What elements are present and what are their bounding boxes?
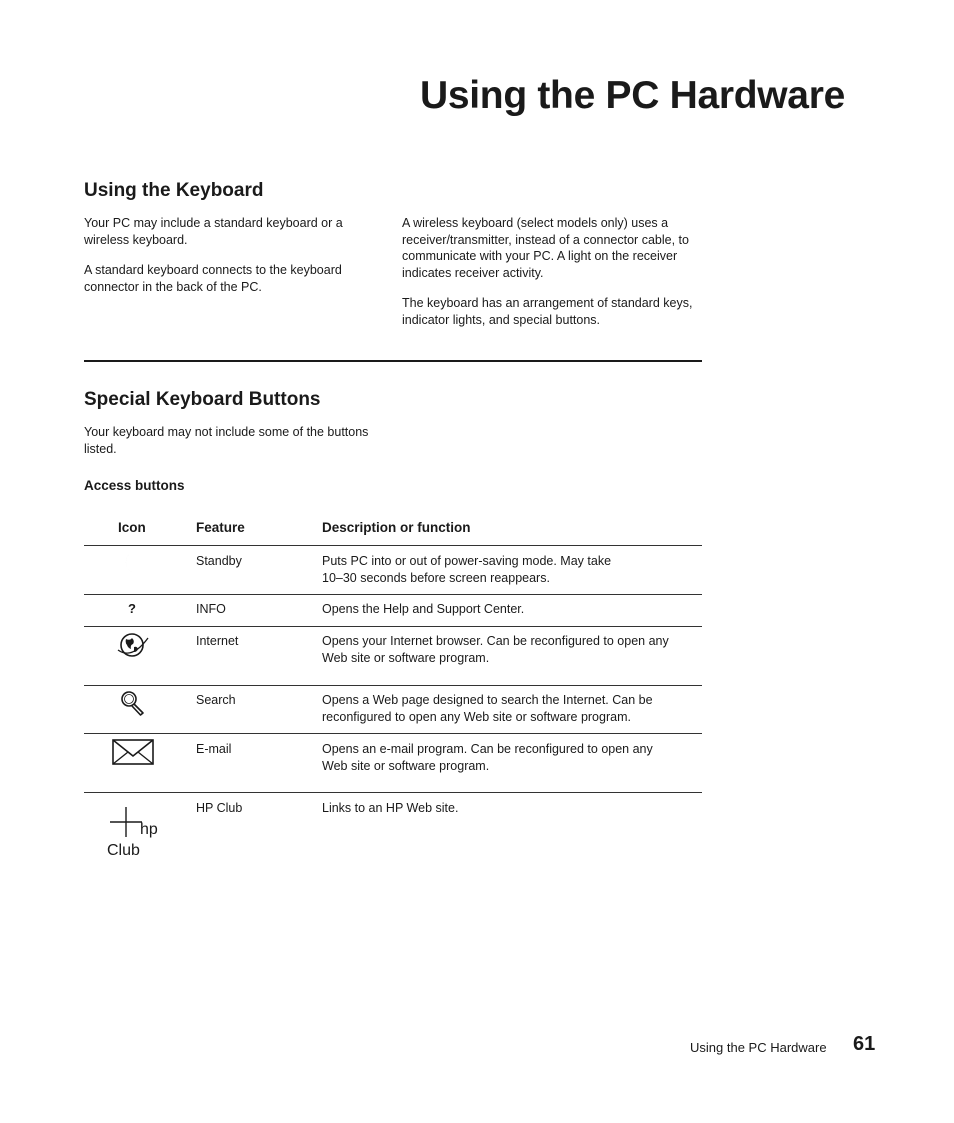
keyboard-paragraph-2: A standard keyboard connects to the keyboard connector in the back of the PC. — [84, 263, 342, 294]
section-heading-keyboard: Using the Keyboard — [84, 180, 264, 201]
hp-club-icon-label-hp: hp — [140, 821, 158, 838]
description-info: Opens the Help and Support Center. — [322, 602, 525, 616]
keyboard-paragraph-4: The keyboard has an arrangement of standard keys, indicator lights, and special buttons. — [402, 296, 693, 327]
feature-email: E-mail — [196, 742, 232, 756]
table-header-icon: Icon — [118, 520, 146, 535]
keyboard-paragraph-3: A wireless keyboard (select models only) uses a receiver/transmitter, instead of a connector cable, to communicate with your PC. A light on the receiver indicates receiver activity. — [402, 216, 689, 280]
section-divider — [84, 360, 702, 362]
globe-icon — [116, 630, 150, 664]
description-line: Puts PC into or out of power-saving mode. May take — [322, 554, 612, 568]
description-line: 10–30 seconds before screen reappears. — [322, 570, 550, 585]
description-line: Opens an e-mail program. Can be reconfigured to open any — [322, 742, 653, 756]
description-line: Web site or software program. — [322, 650, 490, 665]
keyboard-paragraph-1: Your PC may include a standard keyboard or a wireless keyboard. — [84, 216, 343, 247]
page-number: 61 — [853, 1033, 876, 1055]
table-row-divider — [84, 626, 702, 627]
page-title: Using the PC Hardware — [420, 74, 845, 117]
feature-standby: Standby — [196, 554, 242, 568]
description-line: reconfigured to open any Web site or software program. — [322, 709, 631, 724]
description-hp-club: Links to an HP Web site. — [322, 801, 459, 815]
hp-club-icon-label-club: Club — [107, 842, 140, 859]
table-header-description: Description or function — [322, 520, 471, 535]
table-row-divider — [84, 792, 702, 793]
table-row-divider — [84, 594, 702, 595]
description-standby — [322, 553, 611, 586]
hp-club-icon — [108, 805, 144, 843]
special-buttons-intro: Your keyboard may not include some of the buttons listed. — [84, 425, 369, 456]
moon-icon — [118, 551, 148, 583]
description-email — [322, 741, 653, 774]
magnifier-icon — [118, 689, 148, 721]
table-header-feature: Feature — [196, 520, 245, 535]
description-line: Web site or software program. — [322, 758, 490, 773]
feature-search: Search — [196, 693, 236, 707]
table-row-divider — [84, 545, 702, 546]
access-buttons-heading: Access buttons — [84, 478, 185, 493]
description-line: Opens your Internet browser. Can be reconfigured to open any — [322, 634, 669, 648]
question-icon: ? — [128, 601, 136, 616]
feature-hp-club: HP Club — [196, 801, 243, 815]
feature-internet: Internet — [196, 634, 239, 648]
table-row-divider — [84, 685, 702, 686]
description-internet — [322, 633, 669, 666]
footer-running-title: Using the PC Hardware — [690, 1040, 827, 1055]
envelope-icon — [112, 739, 154, 769]
description-line: Opens a Web page designed to search the Internet. Can be — [322, 693, 653, 707]
feature-info: INFO — [196, 602, 226, 616]
section-heading-special-buttons: Special Keyboard Buttons — [84, 389, 321, 410]
table-row-divider — [84, 733, 702, 734]
description-search — [322, 692, 653, 725]
